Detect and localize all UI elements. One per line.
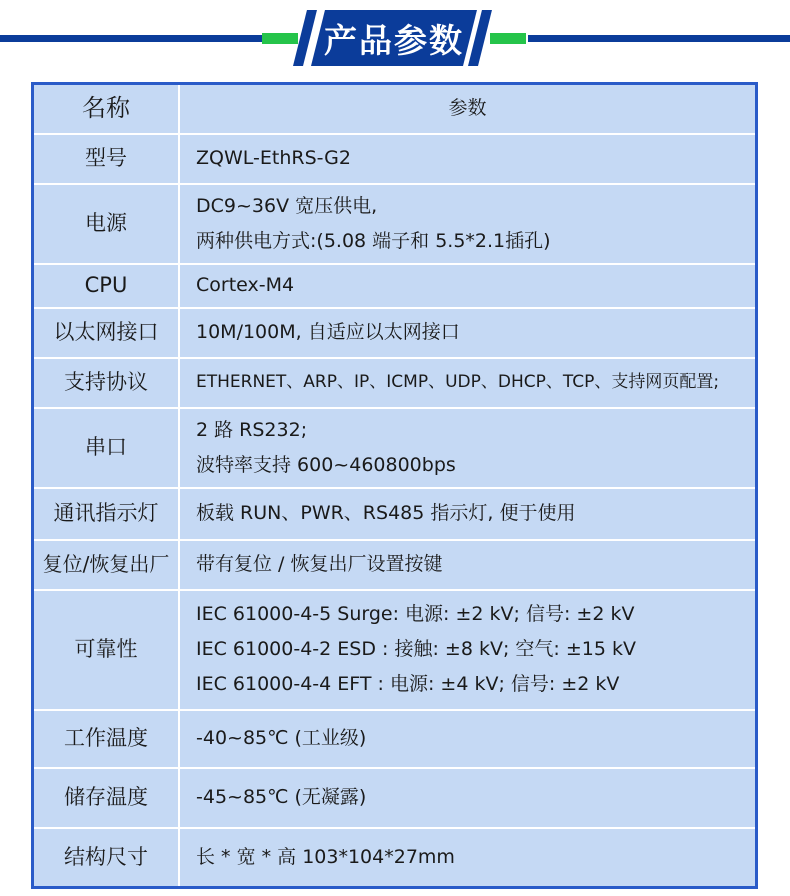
banner-title: 产品参数 <box>324 20 464 60</box>
row-value-line: -45~85℃ (无凝露) <box>196 786 367 808</box>
row-value-line: 两种供电方式:(5.08 端子和 5.5*2.1插孔) <box>196 229 551 252</box>
row-value-line: 带有复位 / 恢复出厂设置按键 <box>196 553 443 575</box>
header-value-cell: 参数 <box>179 84 757 134</box>
row-label: 支持协议 <box>33 358 180 408</box>
row-value <box>179 540 757 590</box>
row-label: 复位/恢复出厂 <box>33 540 180 590</box>
row-value-line: 10M/100M, 自适应以太网接口 <box>196 321 460 343</box>
table-row-power <box>33 184 757 264</box>
row-value <box>179 308 757 358</box>
row-label: 通讯指示灯 <box>33 488 180 540</box>
row-value-line: 板载 RUN、PWR、RS485 指示灯, 便于使用 <box>196 502 576 524</box>
section-banner <box>0 0 790 72</box>
row-label: 电源 <box>33 184 180 264</box>
table-row-reliability <box>33 590 757 710</box>
row-value <box>179 408 757 488</box>
row-value <box>179 488 757 540</box>
row-label: 工作温度 <box>33 710 180 768</box>
row-value <box>179 264 757 308</box>
row-label: 可靠性 <box>33 590 180 710</box>
row-value-line: IEC 61000-4-4 EFT : 电源: ±4 kV; 信号: ±2 kV <box>196 673 620 695</box>
table-header-row <box>33 84 757 134</box>
row-value <box>179 358 757 408</box>
table-row-reset <box>33 540 757 590</box>
row-value <box>179 184 757 264</box>
table-row-cpu <box>33 264 757 308</box>
row-value-line: 长 * 宽 * 高 103*104*27mm <box>196 845 455 868</box>
row-value-line: IEC 61000-4-5 Surge: 电源: ±2 kV; 信号: ±2 kV <box>196 603 635 625</box>
table-row-dimensions <box>33 828 757 888</box>
table-row-serial <box>33 408 757 488</box>
table-row-model <box>33 134 757 184</box>
row-label: 串口 <box>33 408 180 488</box>
row-label: 储存温度 <box>33 768 180 828</box>
banner-line-left <box>0 35 262 42</box>
header-name-cell: 名称 <box>33 84 180 134</box>
row-value-line: -40~85℃ (工业级) <box>196 727 367 749</box>
table-row-indicators <box>33 488 757 540</box>
spec-table <box>31 82 758 889</box>
banner-accent-right <box>490 33 526 44</box>
row-value-line: Cortex-M4 <box>196 274 295 296</box>
row-value-line: 波特率支持 600~460800bps <box>196 453 456 476</box>
table-row-protocols <box>33 358 757 408</box>
row-value <box>179 134 757 184</box>
row-value <box>179 710 757 768</box>
row-value-line: ZQWL-EthRS-G2 <box>196 147 351 169</box>
row-value <box>179 768 757 828</box>
row-value-line: DC9~36V 宽压供电, <box>196 194 378 217</box>
row-value-line: IEC 61000-4-2 ESD : 接触: ±8 kV; 空气: ±15 kV <box>196 638 636 660</box>
row-value <box>179 828 757 888</box>
table-row-storage-temp <box>33 768 757 828</box>
table-row-ethernet <box>33 308 757 358</box>
row-value-line: ETHERNET、ARP、IP、ICMP、UDP、DHCP、TCP、支持网页配置; <box>196 372 720 392</box>
banner-line-right <box>528 35 790 42</box>
row-label: 以太网接口 <box>33 308 180 358</box>
table-row-operating-temp <box>33 710 757 768</box>
row-label: CPU <box>33 264 180 308</box>
row-label: 结构尺寸 <box>33 828 180 888</box>
row-value-line: 2 路 RS232; <box>196 418 308 441</box>
row-value <box>179 590 757 710</box>
banner-accent-left <box>262 33 298 44</box>
row-label: 型号 <box>33 134 180 184</box>
